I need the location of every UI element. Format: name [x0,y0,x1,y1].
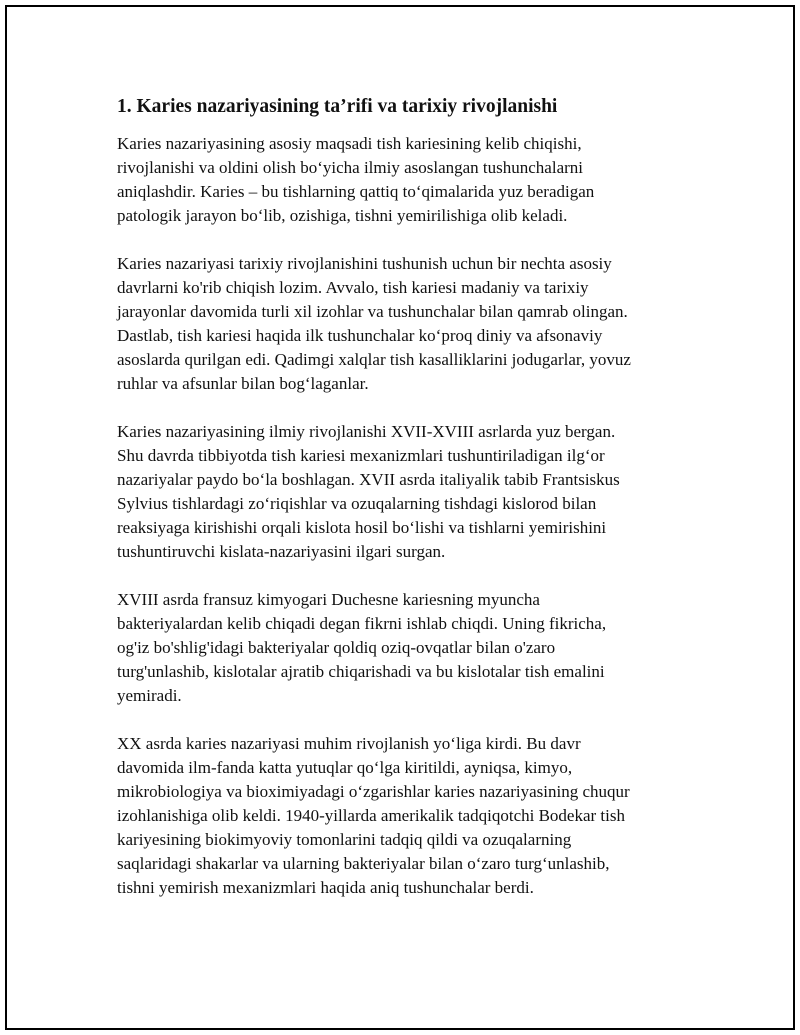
text-line: Karies nazariyasining ilmiy rivojlanishi XVII-XVIII asrlarda yuz bergan. [117,422,616,441]
text-line: yemiradi. [117,686,182,705]
text-line: Dastlab, tish kariesi haqida ilk tushunchalar ko‘proq diniy va afsonaviy [117,326,603,345]
text-line: davrlarni ko'rib chiqish lozim. Avvalo, tish kariesi madaniy va tarixiy [117,278,589,297]
text-line: nazariyalar paydo bo‘la boshlagan. XVII asrda italiyalik tabib Frantsiskus [117,470,620,489]
text-line: XVIII asrda fransuz kimyogari Duchesne kariesning myuncha [117,590,540,609]
text-line: Sylvius tishlardagi zo‘riqishlar va ozuqalarning tishdagi kislorod bilan [117,494,597,513]
text-line: tishni yemirish mexanizmlari haqida aniq tushunchalar berdi. [117,878,534,897]
section-heading: 1. Karies nazariyasining ta’rifi va tarixiy rivojlanishi [117,96,558,117]
text-line: rivojlanishi va oldini olish bo‘yicha ilmiy asoslangan tushunchalarni [117,158,584,177]
paragraph-1 [117,132,677,228]
text-line: mikrobiologiya va bioximiyadagi o‘zgarishlar karies nazariyasining chuqur [117,782,630,801]
paragraph-5 [117,732,677,900]
text-line: davomida ilm-fanda katta yutuqlar qo‘lga kiritildi, ayniqsa, kimyo, [117,758,573,777]
text-line: kariyesining biokimyoviy tomonlarini tadqiq qildi va ozuqalarning [117,830,572,849]
text-line: XX asrda karies nazariyasi muhim rivojlanish yo‘liga kirdi. Bu davr [117,734,581,753]
text-line: Karies nazariyasining asosiy maqsadi tish kariesining kelib chiqishi, [117,134,582,153]
text-line: tushuntiruvchi kislata-nazariyasini ilgari surgan. [117,542,446,561]
text-line: og'iz bo'shlig'idagi bakteriyalar qoldiq oziq-ovqatlar bilan o'zaro [117,638,556,657]
document-body [117,95,677,924]
paragraph-4 [117,588,677,708]
text-line: aniqlashdir. Karies – bu tishlarning qattiq to‘qimalarida yuz beradigan [117,182,595,201]
paragraph-3 [117,420,677,564]
text-line: saqlaridagi shakarlar va ularning bakteriyalar bilan o‘zaro turg‘unlashib, [117,854,610,873]
text-line: ruhlar va afsunlar bilan bog‘laganlar. [117,374,369,393]
text-line: jarayonlar davomida turli xil izohlar va tushunchalar bilan qamrab olingan. [117,302,628,321]
text-line: izohlanishiga olib keldi. 1940-yillarda amerikalik tadqiqotchi Bodekar tish [117,806,625,825]
paragraph-2 [117,252,677,396]
text-line: patologik jarayon bo‘lib, ozishiga, tishni yemirilishiga olib keladi. [117,206,568,225]
text-line: reaksiyaga kirishishi orqali kislota hosil bo‘lishi va tishlarni yemirishini [117,518,607,537]
text-line: asoslarda qurilgan edi. Qadimgi xalqlar tish kasalliklarini jodugarlar, yovuz [117,350,631,369]
text-line: turg'unlashib, kislotalar ajratib chiqarishadi va bu kislotalar tish emalini [117,662,605,681]
text-line: Karies nazariyasi tarixiy rivojlanishini tushunish uchun bir nechta asosiy [117,254,612,273]
text-line: Shu davrda tibbiyotda tish kariesi mexanizmlari tushuntiriladigan ilg‘or [117,446,605,465]
text-line: bakteriyalardan kelib chiqadi degan fikrni ishlab chiqdi. Uning fikricha, [117,614,607,633]
